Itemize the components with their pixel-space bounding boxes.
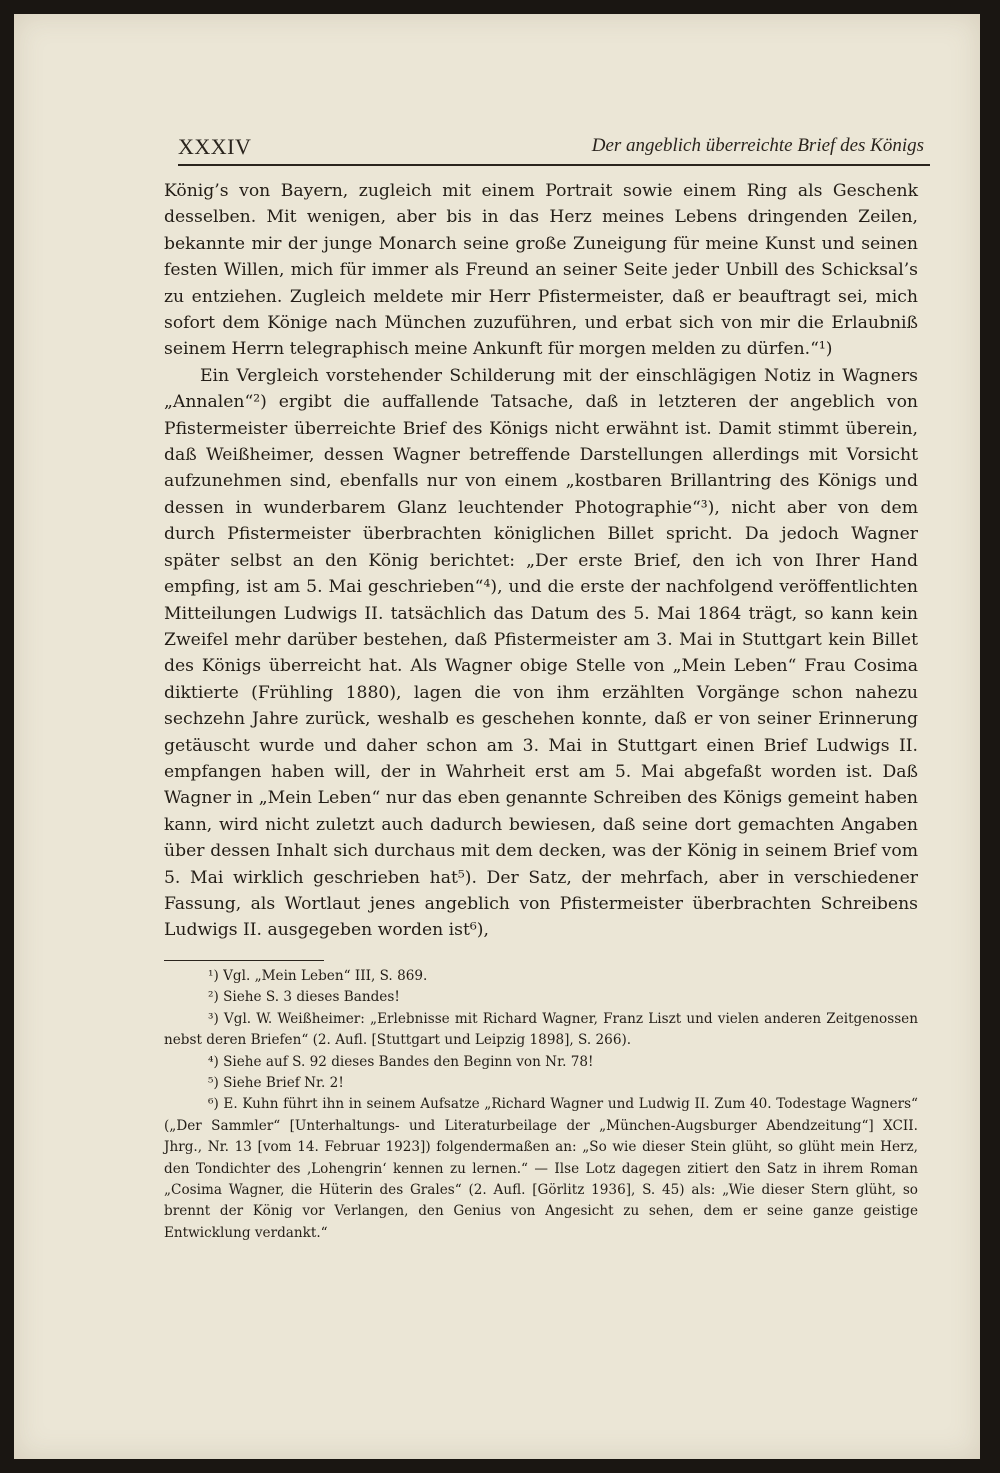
page-header <box>178 132 930 166</box>
paragraph: Ein Vergleich vorstehender Schilderung mit der einschlägigen Notiz in Wagners „Annalen“²) ergibt die auffallende Tatsache, daß in letzteren der angeblich von Pfistermeister überreichte Brief des Königs nicht erwähnt ist. Damit stimmt überein, daß Weißheimer, dessen Wagner betreffende Darstellungen allerdings mit Vorsicht aufzunehmen sind, ebenfalls nur von einem „kostbaren Brillantring des Königs und dessen in wunderbarem Glanz leuchtender Photographie“³), nicht aber von dem durch Pfistermeister überbrachten königlichen Billet spricht. Da jedoch Wagner später selbst an den König berichtet: „Der erste Brief, den ich von Ihrer Hand empfing, ist am 5. Mai geschrieben“⁴), und die erste der nachfolgend veröffentlichten Mitteilungen Ludwigs II. tatsächlich das Datum des 5. Mai 1864 trägt, so kann kein Zweifel mehr darüber bestehen, daß Pfistermeister am 3. Mai in Stuttgart kein Billet des Königs überreicht hat. Als Wagner obige Stelle von „Mein Leben“ Frau Cosima diktierte (Frühling 1880), lagen die von ihm erzählten Vorgänge schon nahezu sechzehn Jahre zurück, weshalb es geschehen konnte, daß er von seiner Erinnerung getäuscht wurde und daher schon am 3. Mai in Stuttgart einen Brief Ludwigs II. empfangen haben will, der in Wahrheit erst am 5. Mai abgefaßt worden ist. Daß Wagner in „Mein Leben“ nur das eben genannte Schreiben des Königs gemeint haben kann, wird nicht zuletzt auch dadurch bewiesen, daß seine dort gemachten Angaben über dessen Inhalt sich durchaus mit dem decken, was der König in seinem Brief vom 5. Mai wirklich geschrieben hat⁵). Der Satz, der mehrfach, aber in verschiedener Fassung, als Wortlaut jenes angeblich von Pfistermeister überbrachten Schreibens Ludwigs II. ausgegeben worden ist⁶), <box>164 365 918 941</box>
main-text <box>164 178 918 944</box>
footnote: ⁴) Siehe auf S. 92 dieses Bandes den Beginn von Nr. 78! <box>208 1053 594 1070</box>
footnote: ³) Vgl. W. Weißheimer: „Erlebnisse mit Richard Wagner, Franz Liszt und vielen anderen Zeitgenossen nebst deren Briefen“ (2. Aufl. [Stuttgart und Leipzig 1898], S. 266). <box>164 1010 918 1049</box>
footnote: ²) Siehe S. 3 dieses Bandes! <box>208 989 400 1006</box>
footnote: ⁵) Siehe Brief Nr. 2! <box>208 1075 344 1092</box>
footnote: ¹) Vgl. „Mein Leben“ III, S. 869. <box>208 968 428 984</box>
footnote: ⁶) E. Kuhn führt ihn in seinem Aufsatze „Richard Wagner und Ludwig II. Zum 40. Todestage Wagners“ („Der Sammler“ [Unterhaltungs- und Literaturbeilage der „München-Augsburger Abendzeitung“] XCII. Jhrg., Nr. 13 [vom 14. Februar 1923]) folgendermaßen an: „So wie dieser Stein glüht, so glüht mein Herz, den Tondichter des ‚Lohengrin‘ kennen zu lernen.“ — Ilse Lotz dagegen zitiert den Satz in ihrem Roman „Cosima Wagner, die Hüterin des Grales“ (2. Aufl. [Görlitz 1936], S. 45) als: „Wie dieser Stern glüht, so brennt der König vor Verlangen, den Genius von Angesicht zu sehen, dem er seine ganze geistige Entwicklung verdankt.“ <box>164 1096 918 1241</box>
running-title: Der angeblich überreichte Brief des Königs <box>591 135 924 156</box>
paragraph: König’s von Bayern, zugleich mit einem Portrait sowie einem Ring als Geschenk desselben. Mit wenigen, aber bis in das Herz meines Lebens dringenden Zeilen, bekannte mir der junge Monarch seine große Zuneigung für meine Kunst und seinen festen Willen, mich für immer als Freund an seiner Seite jeder Unbill des Schicksal’s zu entziehen. Zugleich meldete mir Herr Pfistermeister, daß er beauftragt sei, mich sofort dem Könige nach München zuzuführen, und erbat sich von mir die Erlaubniß seinem Herrn telegraphisch meine Ankunft für morgen melden zu dürfen.“¹) <box>164 181 918 360</box>
footnotes <box>164 966 918 1244</box>
page-number: XXXIV <box>178 134 252 159</box>
footnote-rule <box>164 960 324 961</box>
